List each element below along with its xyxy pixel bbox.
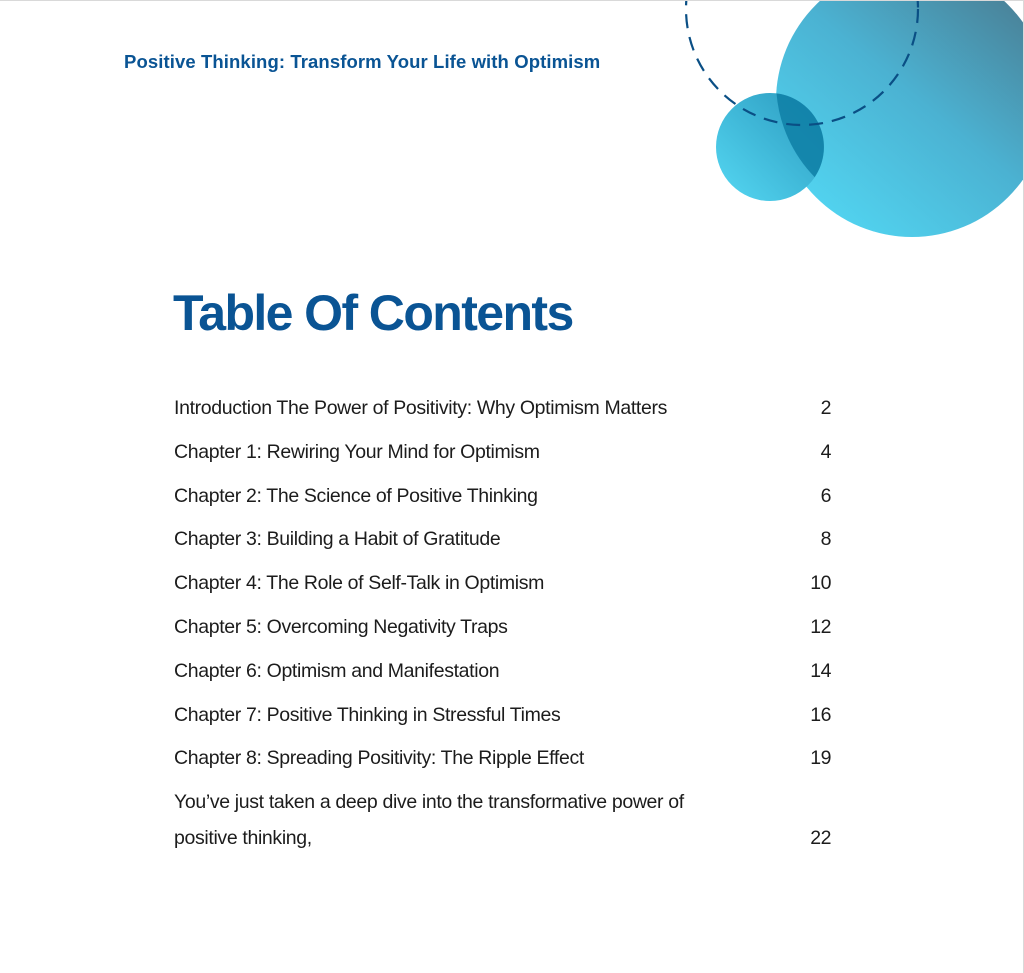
- toc-list: [174, 390, 831, 864]
- toc-entry-title: Chapter 8: Spreading Positivity: The Ripple Effect: [174, 747, 584, 770]
- toc-entry[interactable]: [174, 609, 831, 645]
- toc-entry[interactable]: [174, 434, 831, 470]
- toc-entry-title: Chapter 4: The Role of Self-Talk in Optimism: [174, 572, 545, 595]
- toc-entry-title: Chapter 3: Building a Habit of Gratitude: [174, 528, 501, 551]
- decorative-circles: [0, 1, 1024, 261]
- toc-entry-title: Chapter 1: Rewiring Your Mind for Optimism: [174, 440, 540, 463]
- toc-entry-page-number: 12: [810, 615, 831, 638]
- document-title: Positive Thinking: Transform Your Life with Optimism: [124, 51, 601, 72]
- toc-entry-title: Chapter 7: Positive Thinking in Stressful Times: [174, 703, 561, 726]
- toc-entry-page-number: 14: [810, 659, 831, 682]
- toc-entry[interactable]: [174, 478, 831, 514]
- toc-entry[interactable]: [174, 784, 831, 856]
- toc-entry-title: Chapter 2: The Science of Positive Thinking: [174, 484, 538, 507]
- toc-entry-page-number: 10: [810, 572, 831, 595]
- toc-entry[interactable]: [174, 521, 831, 557]
- toc-entry-page-number: 22: [810, 827, 831, 850]
- toc-entry-page-number: 19: [810, 747, 831, 770]
- toc-entry-title: You’ve just taken a deep dive into the transformative power of positive thinking,: [174, 791, 684, 850]
- toc-entry-title: Introduction The Power of Positivity: Why Optimism Matters: [174, 397, 668, 419]
- toc-entry-title: Chapter 6: Optimism and Manifestation: [174, 659, 500, 682]
- toc-entry[interactable]: [174, 697, 831, 733]
- toc-entry-page-number: 2: [820, 397, 831, 419]
- toc-entry-title: Chapter 5: Overcoming Negativity Traps: [174, 615, 508, 638]
- toc-entry-page-number: 6: [820, 484, 831, 507]
- toc-entry[interactable]: [174, 740, 831, 776]
- toc-entry[interactable]: [174, 653, 831, 689]
- toc-entry-page-number: 8: [820, 528, 831, 551]
- toc-entry-page-number: 4: [820, 440, 831, 463]
- toc-heading: Table Of Contents: [173, 285, 573, 341]
- toc-entry-page-number: 16: [810, 703, 831, 726]
- toc-entry[interactable]: [174, 565, 831, 601]
- toc-entry[interactable]: [174, 390, 831, 426]
